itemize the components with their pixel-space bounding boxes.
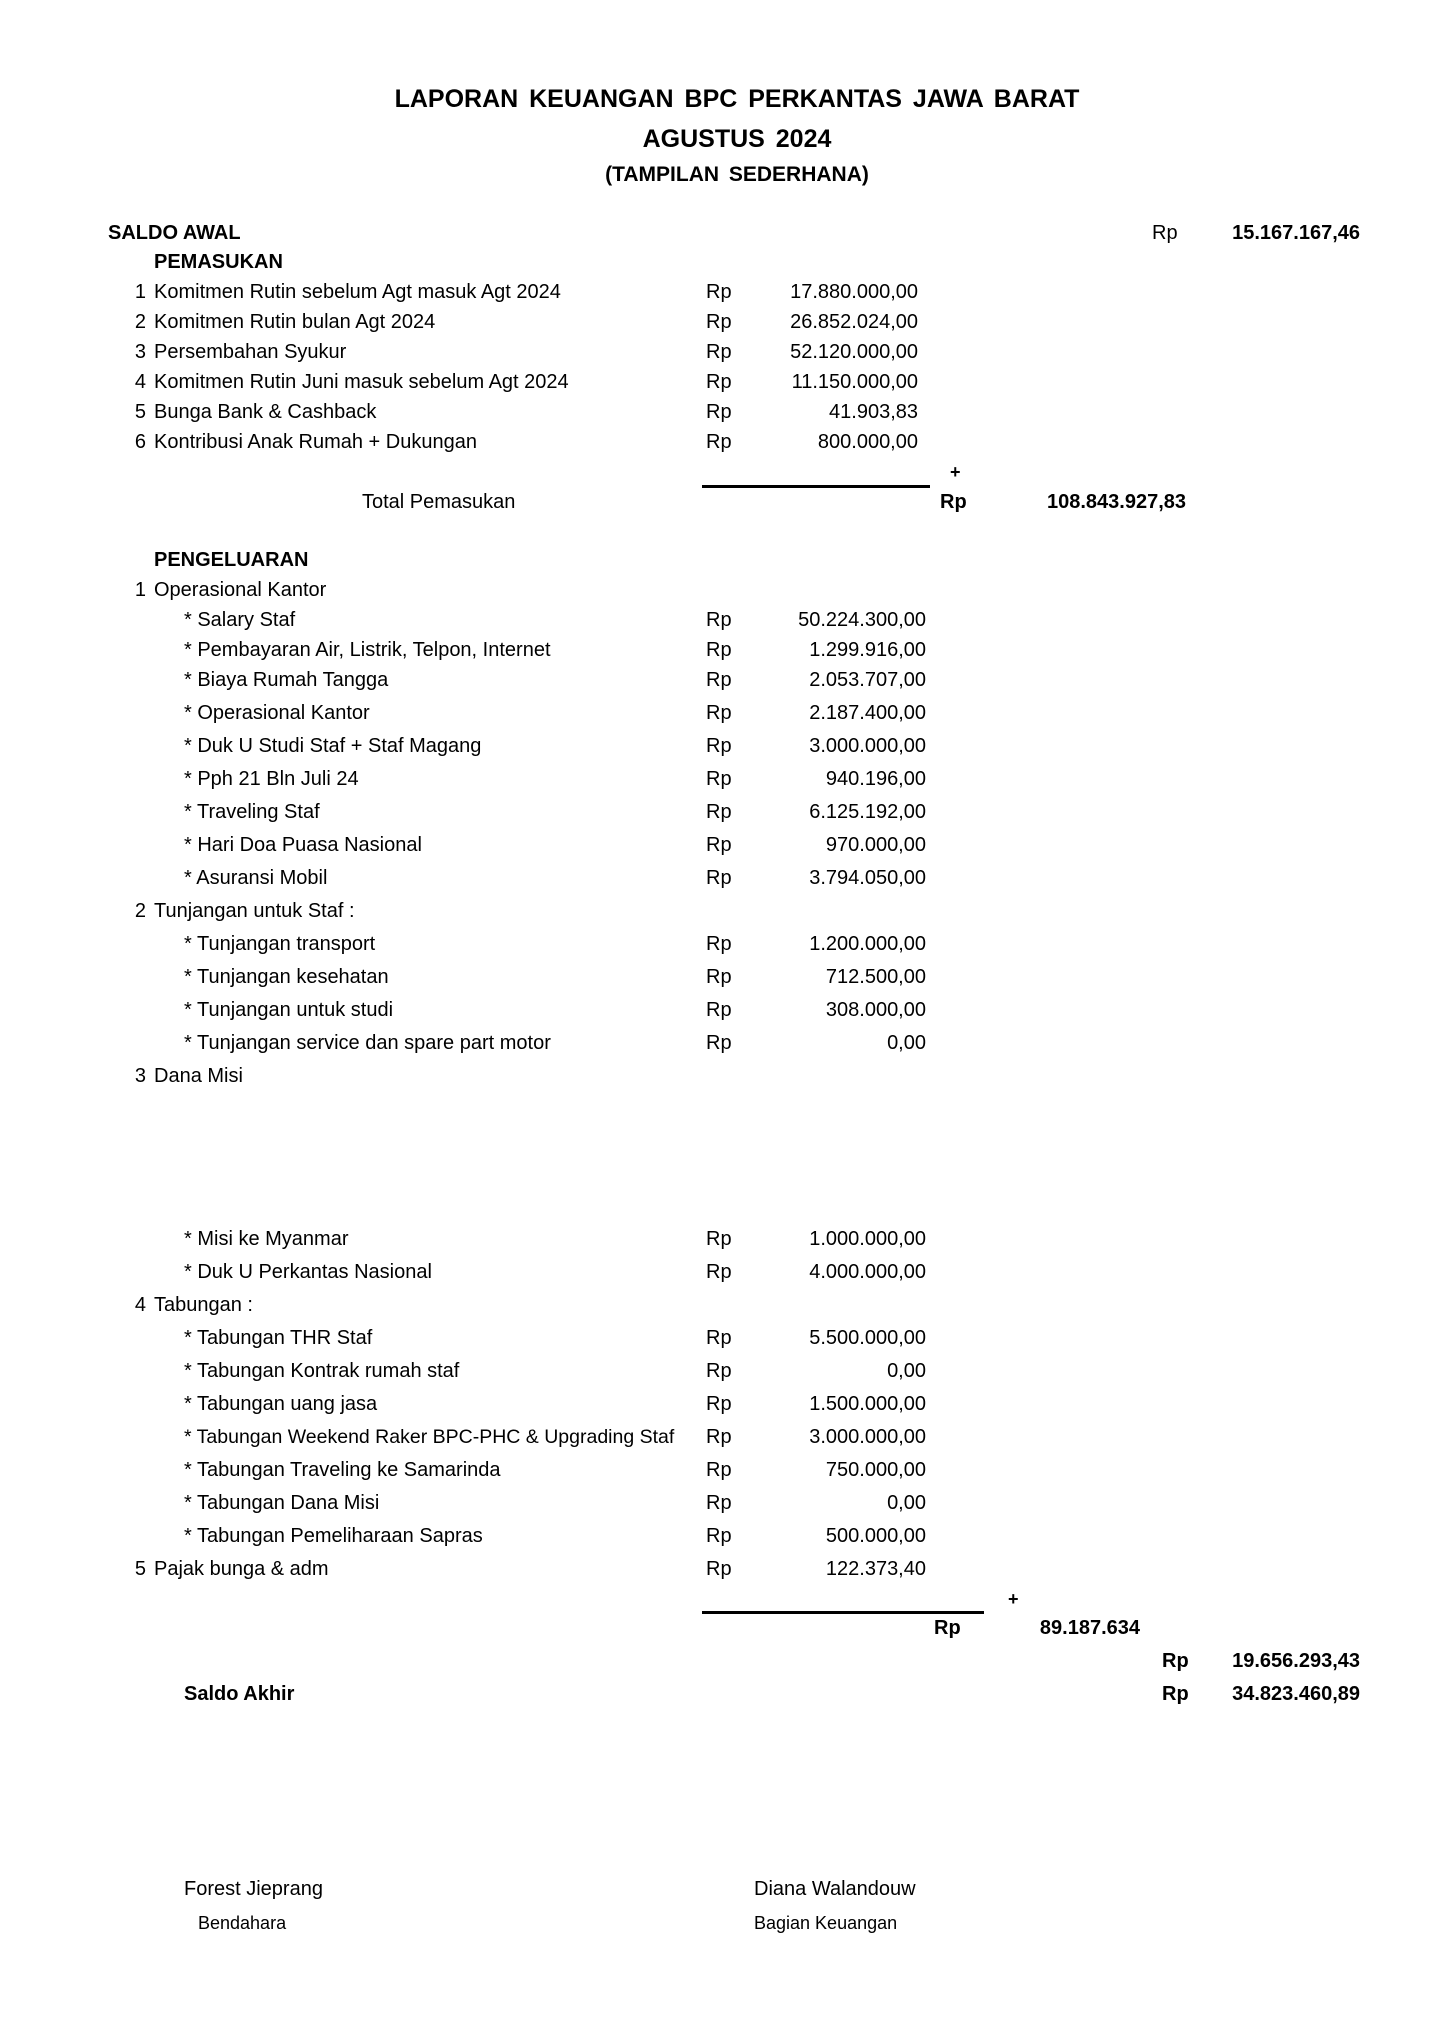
list-item-amount: 712.500,00 [825,966,926,988]
list-item-amount: 1.500.000,00 [809,1393,926,1415]
list-item-amount: 3.000.000,00 [809,735,926,757]
group-number: 4 [134,1294,146,1316]
list-item-currency: Rp [706,966,732,988]
list-item-currency: Rp [706,609,732,631]
pajak-currency: Rp [706,1558,732,1580]
signature-name: Forest Jieprang [184,1878,323,1900]
list-item-amount: 3.000.000,00 [809,1426,926,1448]
pajak-amount: 122.373,40 [825,1558,926,1580]
saldo-akhir-amount: 34.823.460,89 [1232,1683,1360,1705]
surplus-amount: 19.656.293,43 [1232,1650,1360,1672]
list-item-label: Komitmen Rutin bulan Agt 2024 [154,311,436,333]
list-item-currency: Rp [706,1032,732,1054]
list-item-label: * Tunjangan kesehatan [184,966,389,988]
list-item-label: * Biaya Rumah Tangga [184,669,389,691]
list-item-currency: Rp [706,933,732,955]
list-item-number: 1 [134,281,146,303]
list-item-currency: Rp [706,431,732,453]
list-item-label: * Tabungan THR Staf [184,1327,373,1349]
list-item-label: * Misi ke Myanmar [184,1228,349,1250]
list-item-label: * Pph 21 Bln Juli 24 [184,768,359,790]
signature-name: Diana Walandouw [754,1878,916,1900]
list-item-amount: 2.187.400,00 [809,702,926,724]
list-item-label: * Tabungan uang jasa [184,1393,378,1415]
list-item-currency: Rp [706,1393,732,1415]
list-item-label: Bunga Bank & Cashback [154,401,377,423]
report-subtitle: (TAMPILAN SEDERHANA) [605,163,869,186]
list-item-number: 3 [134,341,146,363]
list-item-number: 6 [134,431,146,453]
list-item-label: * Traveling Staf [184,801,320,823]
list-item-amount: 50.224.300,00 [798,609,926,631]
list-item-label: * Duk U Studi Staf + Staf Magang [184,735,482,757]
list-item-currency: Rp [706,735,732,757]
list-item-label: * Tunjangan service dan spare part motor [184,1032,551,1054]
list-item-amount: 0,00 [887,1032,926,1054]
list-item-label: * Hari Doa Puasa Nasional [184,834,422,856]
group-number: 2 [134,900,146,922]
list-item-label: * Asuransi Mobil [184,867,328,889]
group-number: 1 [134,579,146,601]
list-item-currency: Rp [706,1228,732,1250]
total-pemasukan-currency: Rp [940,491,967,513]
list-item-currency: Rp [706,1261,732,1283]
list-item-amount: 11.150.000,00 [791,371,918,393]
pemasukan-sum-rule [702,485,930,488]
pengeluaran-plus-sign: + [1008,1589,1019,1609]
list-item-currency: Rp [706,867,732,889]
group-label-tunjangan: Tunjangan untuk Staf : [154,900,355,922]
list-item-currency: Rp [706,768,732,790]
list-item-amount: 970.000,00 [825,834,926,856]
list-item-amount: 4.000.000,00 [809,1261,926,1283]
list-item-amount: 940.196,00 [825,768,926,790]
list-item-label: Komitmen Rutin Juni masuk sebelum Agt 2024 [154,371,569,393]
saldo-akhir-currency: Rp [1162,1683,1189,1705]
list-item-number: 2 [134,311,146,333]
list-item-amount: 3.794.050,00 [809,867,926,889]
list-item-amount: 750.000,00 [825,1459,926,1481]
list-item-currency: Rp [706,801,732,823]
list-item-number: 4 [134,371,146,393]
list-item-currency: Rp [706,1525,732,1547]
saldo-akhir-label: Saldo Akhir [184,1683,295,1705]
list-item-amount: 1.200.000,00 [809,933,926,955]
group-number: 5 [134,1558,146,1580]
list-item-label: Persembahan Syukur [154,341,347,363]
signature-role: Bendahara [198,1913,287,1933]
list-item-label: * Salary Staf [184,609,296,631]
list-item-label: * Tabungan Kontrak rumah staf [184,1360,460,1382]
list-item-amount: 1.299.916,00 [809,639,926,661]
list-item-currency: Rp [706,702,732,724]
list-item-currency: Rp [706,401,732,423]
list-item-amount: 26.852.024,00 [790,311,918,333]
list-item-label: * Tunjangan untuk studi [184,999,394,1021]
list-item-label: * Tabungan Dana Misi [184,1492,380,1514]
list-item-currency: Rp [706,1492,732,1514]
total-pemasukan-amount: 108.843.927,83 [1046,491,1186,513]
group-label-pajak: Pajak bunga & adm [154,1558,329,1580]
group-label-dana-misi: Dana Misi [154,1065,243,1087]
list-item-label: * Duk U Perkantas Nasional [184,1261,432,1283]
list-item-currency: Rp [706,341,732,363]
list-item-amount: 308.000,00 [825,999,926,1021]
group-label-tabungan: Tabungan : [154,1294,253,1316]
list-item-currency: Rp [706,1459,732,1481]
list-item-number: 5 [134,401,146,423]
pengeluaran-heading: PENGELUARAN [154,549,309,571]
list-item-currency: Rp [706,669,732,691]
total-pengeluaran-amount: 89.187.634 [1039,1617,1140,1639]
list-item-amount: 6.125.192,00 [809,801,926,823]
list-item-amount: 17.880.000,00 [790,281,918,303]
report-title: LAPORAN KEUANGAN BPC PERKANTAS JAWA BARAT [394,85,1080,113]
list-item-currency: Rp [706,1426,732,1448]
pemasukan-heading: PEMASUKAN [154,251,283,273]
group-label-operasional: Operasional Kantor [154,579,327,601]
saldo-awal-currency: Rp [1152,222,1178,244]
list-item-amount: 0,00 [887,1360,926,1382]
list-item-amount: 52.120.000,00 [790,341,918,363]
list-item-currency: Rp [706,639,732,661]
list-item-label: * Operasional Kantor [184,702,370,724]
surplus-currency: Rp [1162,1650,1189,1672]
total-pemasukan-label: Total Pemasukan [362,491,516,513]
list-item-label: * Tabungan Weekend Raker BPC-PHC & Upgrading Staf [184,1426,675,1448]
saldo-awal-amount: 15.167.167,46 [1232,222,1360,244]
list-item-currency: Rp [706,311,732,333]
list-item-amount: 1.000.000,00 [809,1228,926,1250]
list-item-currency: Rp [706,1327,732,1349]
list-item-amount: 0,00 [887,1492,926,1514]
list-item-amount: 500.000,00 [825,1525,926,1547]
list-item-currency: Rp [706,371,732,393]
saldo-awal-label: SALDO AWAL [108,222,241,244]
list-item-label: * Tabungan Pemeliharaan Sapras [184,1525,483,1547]
list-item-amount: 800.000,00 [817,431,918,453]
total-pengeluaran-currency: Rp [934,1617,961,1639]
group-number: 3 [134,1065,146,1087]
report-period: AGUSTUS 2024 [642,125,832,153]
pemasukan-plus-sign: + [950,462,961,482]
list-item-label: * Tabungan Traveling ke Samarinda [184,1459,501,1481]
list-item-amount: 2.053.707,00 [809,669,926,691]
list-item-label: Kontribusi Anak Rumah + Dukungan [154,431,477,453]
list-item-currency: Rp [706,999,732,1021]
list-item-amount: 5.500.000,00 [809,1327,926,1349]
list-item-label: Komitmen Rutin sebelum Agt masuk Agt 2024 [154,281,561,303]
pengeluaran-sum-rule [702,1611,984,1614]
list-item-label: * Pembayaran Air, Listrik, Telpon, Internet [184,639,551,661]
signature-role: Bagian Keuangan [754,1913,898,1933]
list-item-currency: Rp [706,281,732,303]
list-item-currency: Rp [706,834,732,856]
list-item-currency: Rp [706,1360,732,1382]
list-item-amount: 41.903,83 [829,401,918,423]
list-item-label: * Tunjangan transport [184,933,376,955]
